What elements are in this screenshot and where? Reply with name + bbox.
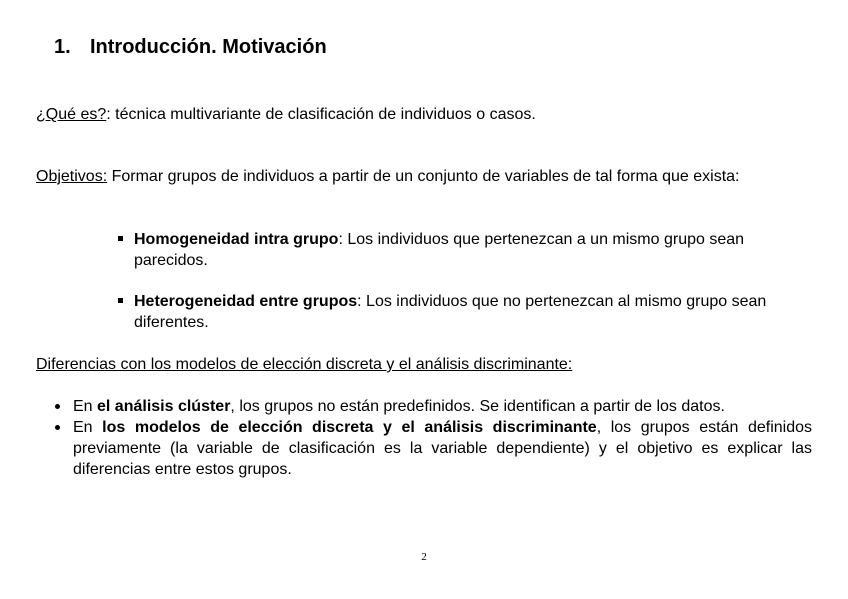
objetivo-item-homogeneidad: [116, 229, 816, 271]
list-item-text: , los grupos están definidos previamente (la variable de clasificación es la variable dependiente) y el objetivo es explicar las diferencias entre estos grupos.: [73, 419, 813, 478]
list-item-text: , los grupos no están predefinidos. Se identifican a partir de los datos.: [230, 398, 725, 415]
objetivos-paragraph: [36, 166, 796, 187]
que-es-text: : técnica multivariante de clasificación de individuos o casos.: [106, 106, 536, 123]
list-item-bold: el análisis clúster: [97, 398, 231, 415]
dot-bullet-icon: [55, 404, 60, 409]
page-title: [54, 36, 327, 59]
list-item-pre: En: [73, 398, 98, 415]
que-es-paragraph: [36, 104, 816, 125]
que-es-label: ¿Qué es?: [36, 106, 107, 123]
list-item: [52, 417, 812, 480]
objetivos-text: Formar grupos de individuos a partir de un conjunto de variables de tal forma que exista:: [107, 168, 740, 185]
objetivo-item-text: : Los individuos que pertenezcan a un mismo grupo sean parecidos.: [134, 231, 745, 269]
objetivo-item-text: : Los individuos que no pertenezcan al mismo grupo sean diferentes.: [134, 293, 767, 331]
objetivo-item-bold: Heterogeneidad entre grupos: [134, 293, 358, 310]
diferencias-list: [52, 396, 812, 480]
page-number: 2: [421, 551, 427, 563]
section-title: Introducción. Motivación: [90, 36, 327, 58]
objetivo-item-bold: Homogeneidad intra grupo: [134, 231, 339, 248]
diferencias-heading: Diferencias con los modelos de elección discreta y el análisis discriminante:: [36, 356, 573, 373]
objetivos-label: Objetivos:: [36, 168, 108, 185]
objetivo-item-heterogeneidad: [116, 291, 816, 333]
list-item-bold: los modelos de elección discreta y el análisis discriminante: [102, 419, 597, 436]
list-item: [52, 396, 812, 417]
dot-bullet-icon: [55, 425, 60, 430]
list-item-pre: En: [73, 419, 103, 436]
section-number: 1.: [54, 36, 71, 58]
